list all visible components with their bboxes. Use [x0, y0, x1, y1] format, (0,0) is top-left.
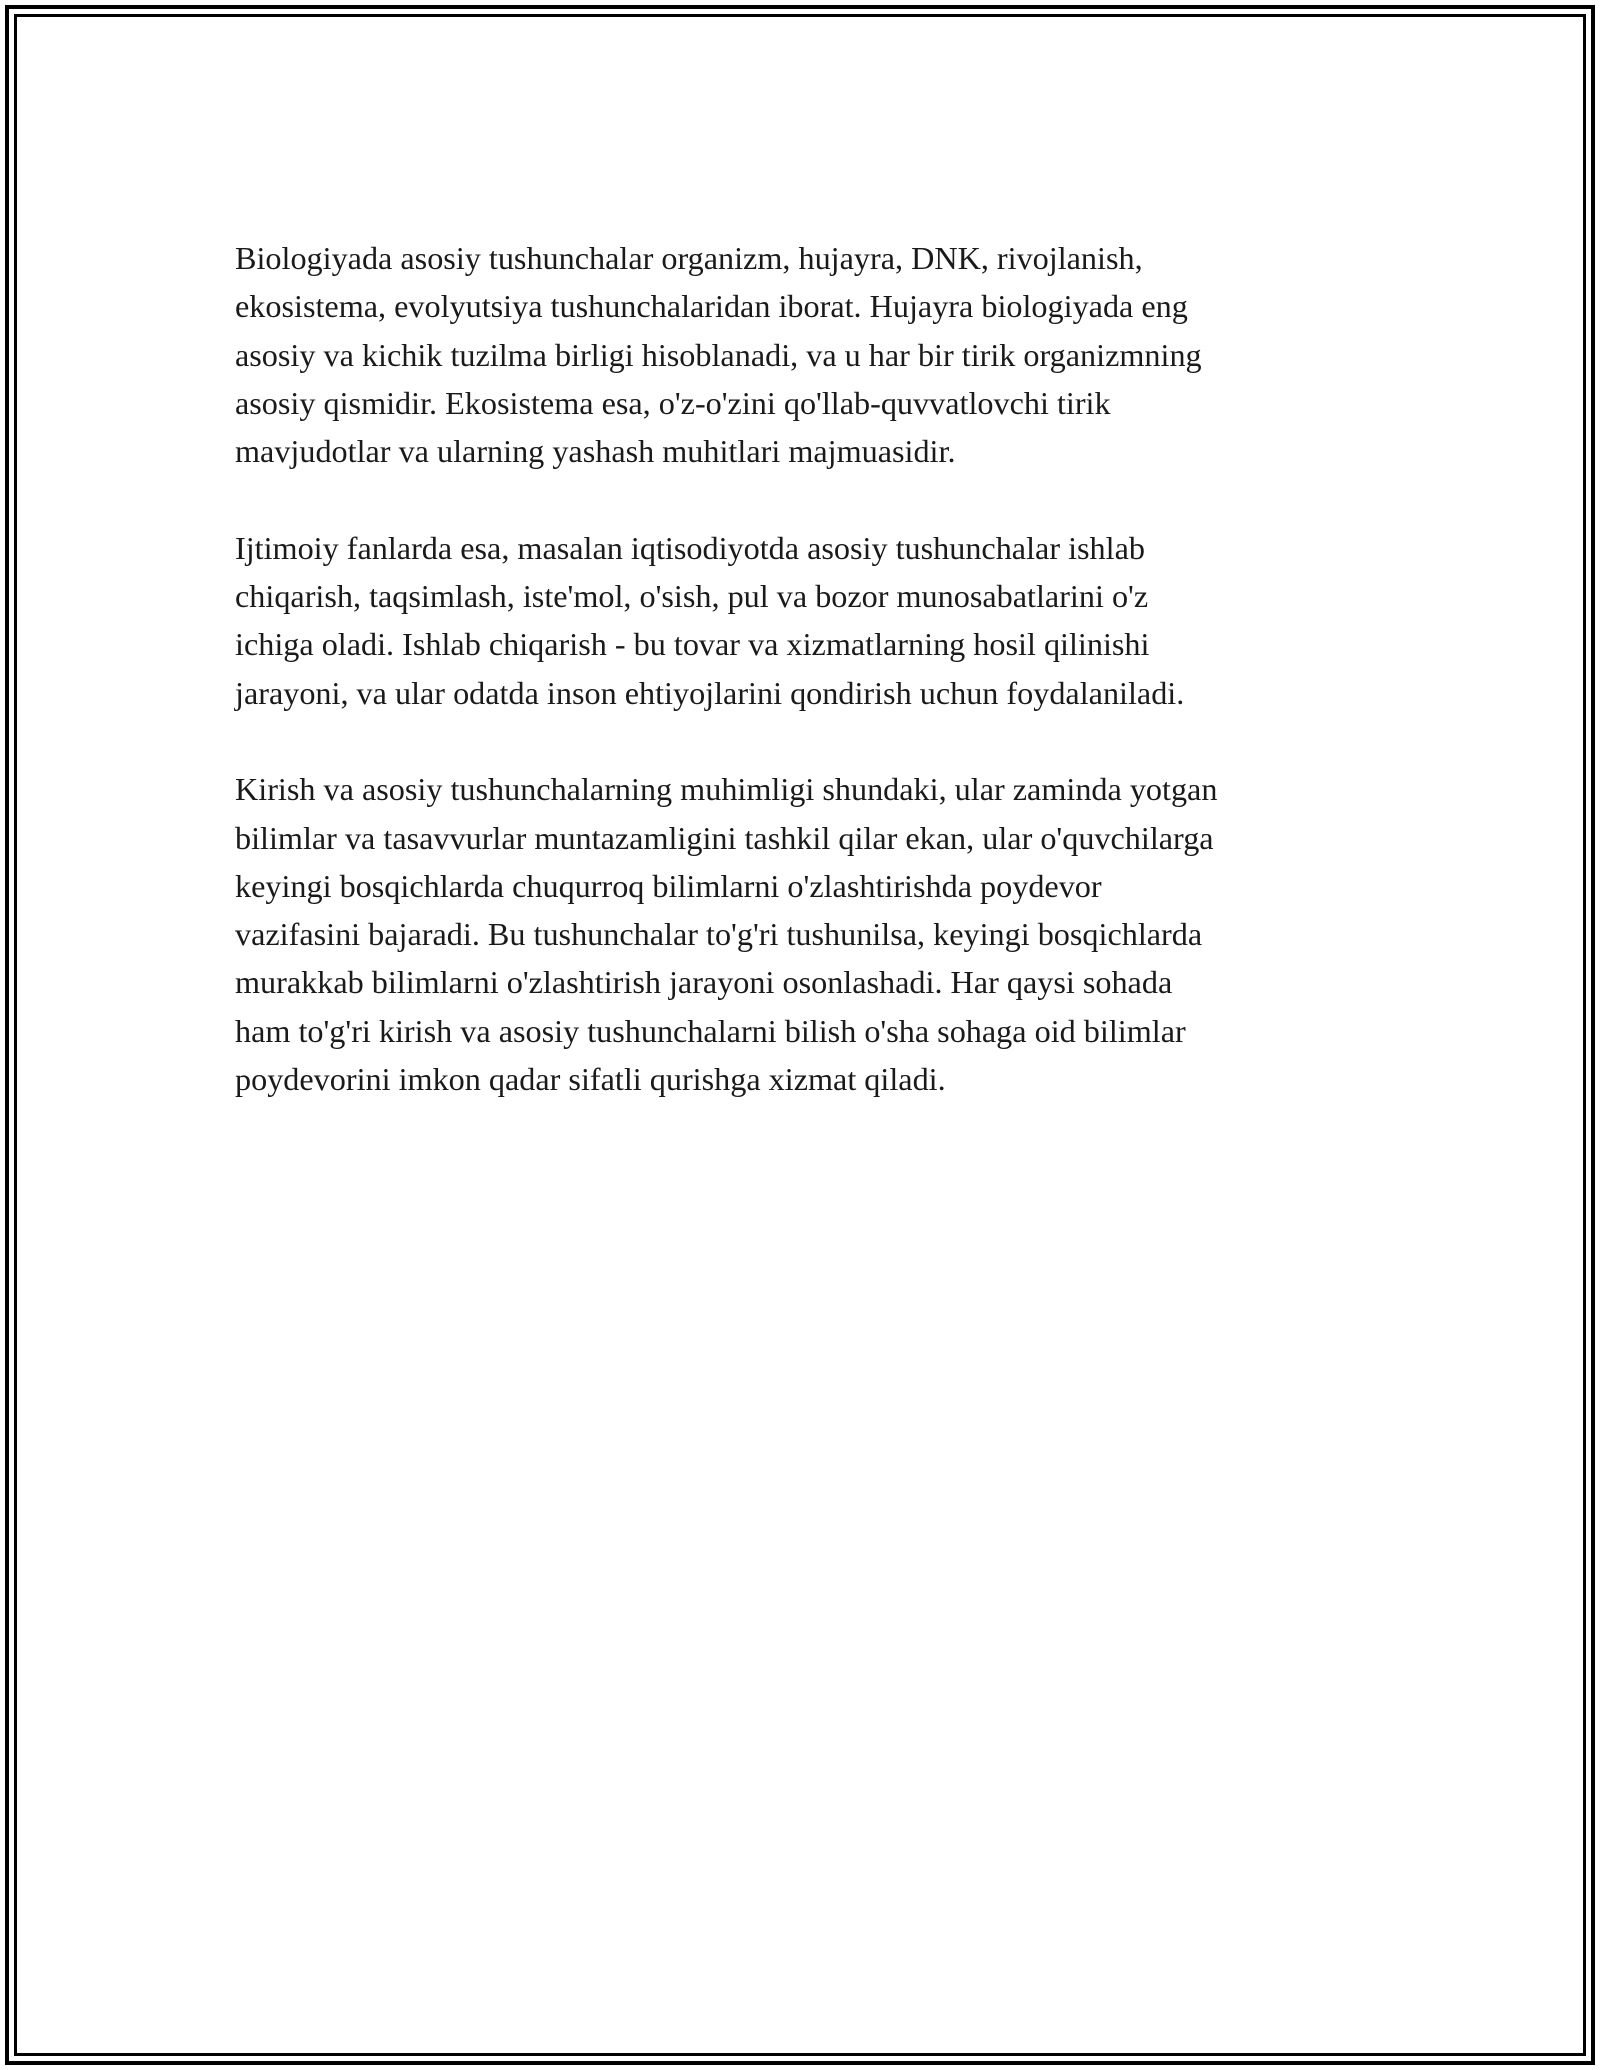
paragraph-biology: Biologiyada asosiy tushunchalar organizm, hujayra, DNK, rivojlanish, ekosistema, evolyutsiya tushunchalaridan iborat. Hujayra biologiyada eng asosiy va kichik tuzilma birligi hisoblanadi, va u har bir tirik organizmning asosiy qismidir. Ekosistema esa, o'z-o'zini qo'llab-quvvatlovchi tirik mavjudotlar va ularning yashash muhitlari majmuasidir.	[235, 240, 1202, 470]
paragraph-social-sciences: Ijtimoiy fanlarda esa, masalan iqtisodiyotda asosiy tushunchalar ishlab chiqarish, taqsimlash, iste'mol, o'sish, pul va bozor munosabatlarini o'z ichiga oladi. Ishlab chiqarish - bu tovar va xizmatlarning hosil qilinishi jarayoni, va ular odatda inson ehtiyojlarini qondirish uchun foydalaniladi.	[235, 529, 1185, 711]
paragraph-importance: Kirish va asosiy tushunchalarning muhimligi shundaki, ular zaminda yotgan bilimlar va tasavvurlar muntazamligini tashkil qilar ekan, ular o'quvchilarga keyingi bosqichlarda chuqurroq bilimlarni o'zlashtirishda poydevor vazifasini bajaradi. Bu tushunchalar to'g'ri tushunilsa, keyingi bosqichlarda murakkab bilimlarni o'zlashtirish jarayoni osonlashadi. Har qaysi sohada ham to'g'ri kirish va asosiy tushunchalarni bilish o'sha sohaga oid bilimlar poydevorini imkon qadar sifatli qurishga xizmat qiladi.	[235, 771, 1218, 1098]
document-body	[235, 234, 1375, 1152]
